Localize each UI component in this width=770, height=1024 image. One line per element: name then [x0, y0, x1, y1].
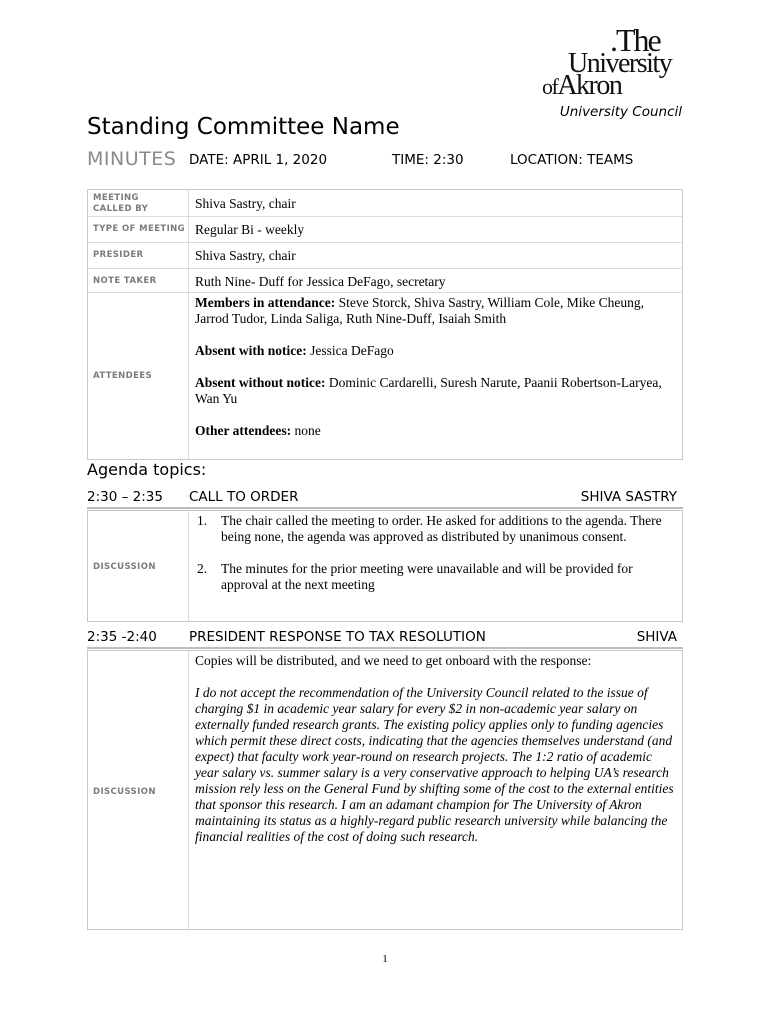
note-taker-value: Ruth Nine- Duff for Jessica DeFago, secretary — [195, 274, 446, 289]
discussion-content — [195, 513, 676, 609]
presider-label: PRESIDER — [93, 250, 144, 260]
table-row — [88, 243, 682, 269]
presider-value: Shiva Sastry, chair — [195, 248, 296, 263]
meeting-info-table — [87, 189, 683, 460]
discussion-list — [195, 513, 676, 593]
discussion-content — [195, 653, 676, 861]
agenda-item-name: PRESIDENT RESPONSE TO TAX RESOLUTION — [189, 629, 486, 645]
logo-line-university: University — [568, 48, 672, 79]
meeting-date: DATE: APRIL 1, 2020 — [189, 152, 328, 168]
called-by-value: Shiva Sastry, chair — [195, 196, 296, 211]
table-row — [88, 217, 682, 243]
absent-no-notice-label: Absent without notice: — [195, 375, 326, 390]
members-line — [195, 295, 676, 327]
note-taker-label: NOTE TAKER — [93, 276, 157, 286]
discussion-quote: I do not accept the recommendation of the University Council related to the issue of charging $1 in academic year salary for every $2 in non-academic year salary on externally funded research grants. The existing policy applies only to funding agencies which permit these direct costs, indicating that the agencies themselves understand (and expect) that faculty work year-round on research projects. The 1:2 ratio of academic year salary vs. summer salary is a very conservative approach to helping UA’s research mission rely less on the General Fund by shifting some of the cost to the external entities that sponsor this research. I am an adamant champion for The University of Akron maintaining its status as a highly-regard public research university while balancing the financial realities of the cost of doing such research. — [195, 685, 674, 844]
agenda-item-name: CALL TO ORDER — [189, 489, 299, 505]
agenda-item-presenter: SHIVA — [636, 629, 677, 645]
members-label: Members in attendance: — [195, 295, 336, 310]
agenda-heading: Agenda topics: — [87, 460, 207, 479]
list-text: The chair called the meeting to order. He asked for additions to the agenda. There being none, the agenda was approved as distributed by unanimous consent. — [221, 513, 662, 544]
agenda-item-time: 2:30 – 2:35 — [87, 489, 163, 505]
table-row — [88, 269, 682, 293]
discussion-intro: Copies will be distributed, and we need to get onboard with the response: — [195, 653, 592, 668]
absent-notice-line — [195, 343, 676, 359]
discussion-table — [87, 650, 683, 930]
meeting-location: LOCATION: TEAMS — [510, 152, 634, 168]
absent-notice-value: Jessica DeFago — [306, 343, 394, 358]
logo-line-akron — [542, 70, 621, 102]
agenda-item-presenter: SHIVA SASTRY — [580, 489, 677, 505]
agenda-item-header — [87, 487, 683, 509]
type-label: TYPE OF MEETING — [93, 224, 186, 234]
other-line — [195, 423, 676, 439]
absent-no-notice-line — [195, 375, 676, 407]
discussion-label: DISCUSSION — [93, 562, 156, 572]
list-text: The minutes for the prior meeting were unavailable and will be provided for approval at the next meeting — [221, 561, 633, 592]
page-title: Standing Committee Name — [87, 114, 400, 140]
table-divider — [188, 651, 189, 929]
other-label: Other attendees: — [195, 423, 292, 438]
page-number: 1 — [382, 953, 388, 965]
council-label: University Council — [559, 104, 682, 120]
other-value: none — [291, 423, 321, 438]
logo-line-the: .The — [610, 22, 660, 58]
attendees-label: ATTENDEES — [93, 371, 153, 381]
list-number: 2. — [197, 561, 208, 576]
absent-notice-label: Absent with notice: — [195, 343, 307, 358]
type-value: Regular Bi - weekly — [195, 222, 305, 237]
attendees-block — [195, 295, 676, 455]
called-by-label: MEETING CALLED BY — [93, 193, 149, 214]
table-row — [88, 293, 682, 459]
logo-of: of — [542, 74, 558, 99]
list-item — [195, 513, 676, 545]
table-row — [88, 190, 682, 217]
minutes-header-row — [87, 148, 683, 174]
agenda-item-time: 2:35 -2:40 — [87, 629, 157, 645]
absent-no-notice-value: Dominic Cardarelli, Suresh Narute, Paanii Robertson-Laryea, Wan Yu — [195, 375, 662, 406]
list-number: 1. — [197, 513, 208, 528]
table-divider — [188, 511, 189, 621]
list-item — [195, 561, 676, 593]
agenda-item-header — [87, 627, 683, 649]
university-logo — [540, 22, 700, 102]
minutes-label: MINUTES — [87, 148, 177, 170]
discussion-label: DISCUSSION — [93, 787, 156, 797]
meeting-time: TIME: 2:30 — [392, 152, 464, 168]
logo-akron: Akron — [557, 70, 622, 101]
members-value: Steve Storck, Shiva Sastry, William Cole, Mike Cheung, Jarrod Tudor, Linda Saliga, Ruth Nine-Duff, Isaiah Smith — [195, 295, 645, 326]
discussion-table — [87, 510, 683, 622]
